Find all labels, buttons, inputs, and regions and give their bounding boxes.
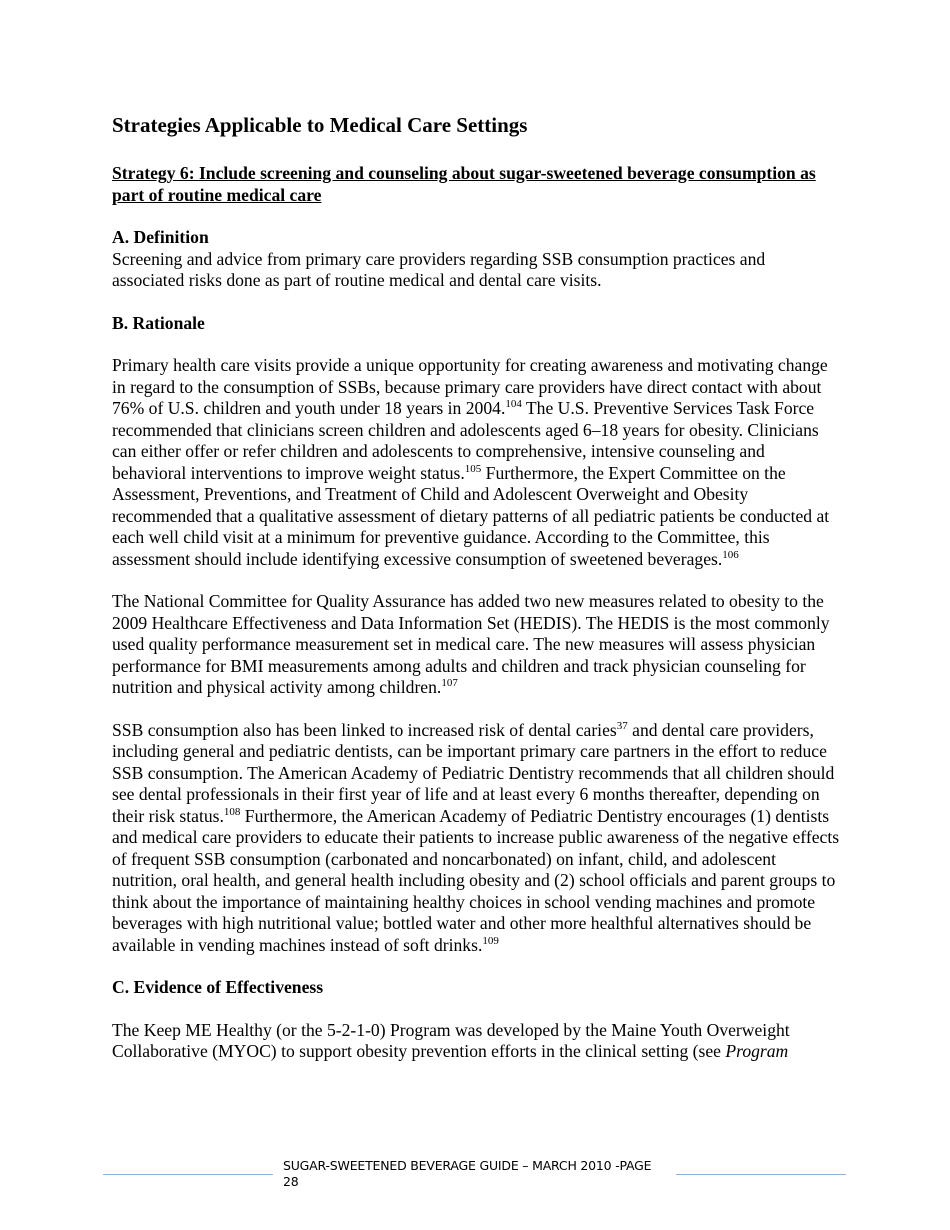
italic-text-run: Program bbox=[725, 1041, 789, 1061]
reference-superscript: 106 bbox=[722, 548, 739, 561]
text-run: and dental care providers, including general and pediatric dentists, can be important primary care partners in the effort to reduce SSB consumption. The American Academy of Pediatric Dentistry recommends that all children should see dental professionals in their first year of life and at least every 6 months thereafter, depending on their risk status. bbox=[112, 719, 835, 826]
text-run: Furthermore, the Expert Committee on the Assessment, Preventions, and Treatment of Child and Adolescent Overweight and Obesity recommended that a qualitative assessment of dietary patterns of all pediatric patients be conducted at each well child visit at a minimum for preventive guidance. According to the Committee, this assessment should include identifying excessive consumption of sweetened beverages. bbox=[112, 462, 830, 569]
strategy-heading: Strategy 6: Include screening and counseling about sugar-sweetened beverage consumption as part of routine medical care bbox=[112, 163, 816, 205]
definition-heading: A. Definition bbox=[112, 227, 209, 247]
text-run: Furthermore, the American Academy of Pediatric Dentistry encourages (1) dentists and medical care providers to educate their patients to increase public awareness of the negative effects of frequent SSB consumption (carbonated and noncarbonated) on infant, child, and adolescent nutrition, oral health, and general health including obesity and (2) school officials and parent groups to think about the importance of maintaining healthy choices in school vending machines and promote beverages with high nutritional value; bottled water and other more healthful alternatives should be available in vending machines instead of soft drinks. bbox=[112, 805, 840, 955]
document-page bbox=[112, 113, 840, 1063]
definition-section bbox=[112, 227, 840, 292]
text-run: Primary health care visits provide a unique opportunity for creating awareness and motivating change in regard to the consumption of SSBs, because primary care providers have direct contact with about 76% of U.S. children and youth under 18 years in 2004. bbox=[112, 355, 828, 418]
text-run: SSB consumption also has been linked to increased risk of dental caries bbox=[112, 719, 617, 740]
reference-superscript: 105 bbox=[464, 462, 482, 475]
footer-rule-left bbox=[103, 1174, 273, 1175]
footer-rule-right bbox=[676, 1174, 846, 1175]
reference-superscript: 109 bbox=[482, 934, 499, 947]
rationale-paragraph-1 bbox=[112, 355, 840, 570]
text-run: The U.S. Preventive Services Task Force recommended that clinicians screen children and adolescents aged 6–18 years for obesity. Clinicians can either offer or refer children and adolescents to comprehensive, intensive counseling and behavioral interventions to improve weight status. bbox=[112, 398, 819, 483]
rationale-paragraph-3 bbox=[112, 720, 840, 957]
page-footer bbox=[0, 1158, 950, 1198]
evidence-paragraph bbox=[112, 1020, 840, 1063]
definition-text: Screening and advice from primary care providers regarding SSB consumption practices and associated risks done as part of routine medical and dental care visits. bbox=[112, 248, 766, 290]
reference-superscript: 104 bbox=[505, 398, 522, 410]
text-run: The Keep ME Healthy (or the 5-2-1-0) Program was developed by the Maine Youth Overweight Collaborative (MYOC) to support obesity prevention efforts in the clinical setting (see bbox=[112, 1019, 790, 1061]
text-run: The National Committee for Quality Assurance has added two new measures related to obesity to the 2009 Healthcare Effectiveness and Data Information Set (HEDIS). The HEDIS is the most commonly used quality performance measurement set in medical care. The new measures will assess physician performance for BMI measurements among adults and children and track physician counseling for nutrition and physical activity among children. bbox=[112, 591, 830, 697]
reference-superscript: 37 bbox=[616, 719, 628, 732]
footer-text: SUGAR-SWEETENED BEVERAGE GUIDE – MARCH 2010 -PAGE 28 bbox=[283, 1158, 652, 1189]
reference-superscript: 108 bbox=[223, 805, 241, 818]
section-title: Strategies Applicable to Medical Care Settings bbox=[112, 113, 528, 137]
evidence-heading: C. Evidence of Effectiveness bbox=[112, 977, 324, 997]
rationale-paragraph-2 bbox=[112, 591, 840, 699]
rationale-heading: B. Rationale bbox=[112, 312, 205, 333]
reference-superscript: 107 bbox=[441, 677, 458, 689]
